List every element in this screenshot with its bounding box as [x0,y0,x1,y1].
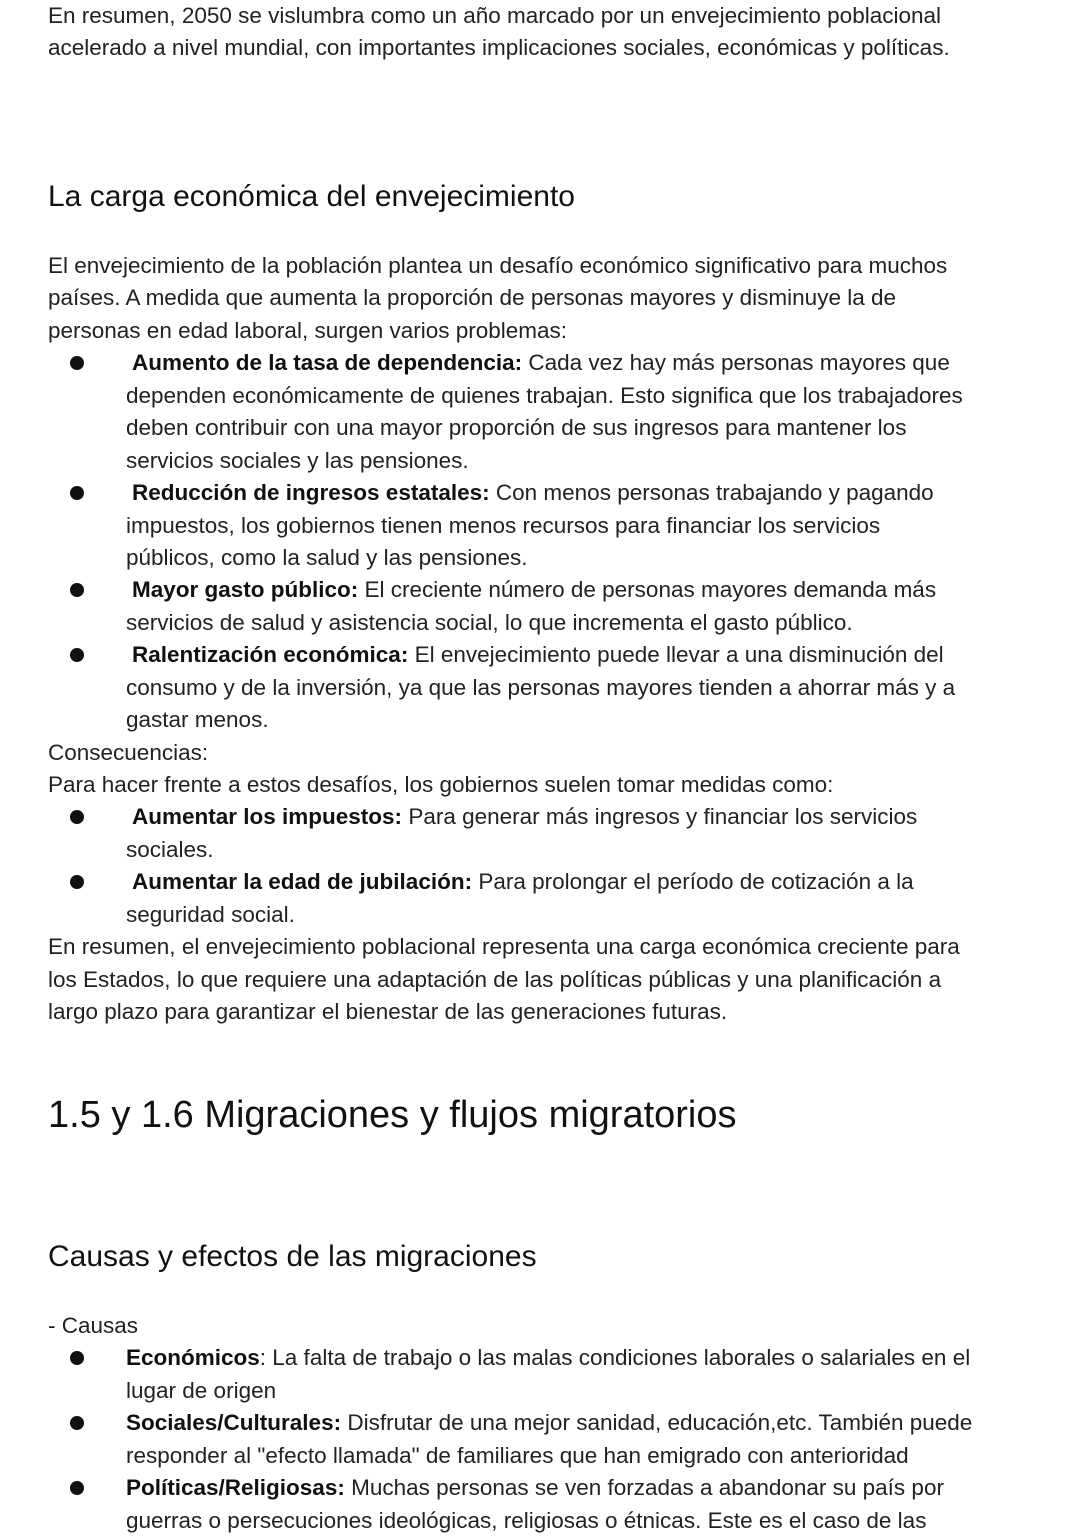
carga-body [48,250,1048,1029]
bullet-icon [70,486,84,500]
text-line: Para hacer frente a estos desafíos, los gobiernos suelen tomar medidas como: [48,772,834,797]
bullet-icon [70,1416,84,1430]
text-line: gastar menos. [126,707,269,733]
chapter-heading-migraciones: 1.5 y 1.6 Migraciones y flujos migratorios [48,1094,737,1136]
term: Aumentar los impuestos: [132,804,403,830]
intro-paragraph [48,0,1048,65]
text: Para generar más ingresos y financiar los servicios [408,804,918,830]
list-item [48,1342,1048,1407]
term: Reducción de ingresos estatales: [132,480,490,506]
text-line: consumo y de la inversión, ya que las personas mayores tienden a ahorrar más y a [126,674,956,700]
text: : La falta de trabajo o las malas condiciones laborales o salariales en el [259,1345,971,1371]
text-line: seguridad social. [126,901,295,927]
text-line: personas en edad laboral, surgen varios problemas: [48,317,568,343]
term: Políticas/Religiosas: [126,1475,345,1501]
text: Para prolongar el período de cotización a la [478,869,914,895]
term: Sociales/Culturales: [126,1410,342,1436]
text: El envejecimiento puede llevar a una disminución del [414,642,944,668]
text: Con menos personas trabajando y pagando [495,480,934,506]
text: Cada vez hay más personas mayores que [528,350,950,376]
text-line: países. A medida que aumenta la proporción de personas mayores y disminuye la de [48,285,897,311]
section-heading-causas-efectos: Causas y efectos de las migraciones [48,1240,537,1273]
section-heading-carga: La carga económica del envejecimiento [48,180,575,213]
list-item [48,866,1048,931]
text-line: guerras o persecuciones ideológicas, religiosas o étnicas. Este es el caso de las [126,1507,927,1533]
text-line: responder al "efecto llamada" de familiares que han emigrado con anterioridad [126,1442,909,1468]
list-item [48,347,1048,477]
bullet-icon [70,875,84,889]
list-item [48,574,1048,639]
bullet-icon [70,648,84,662]
text-line: servicios de salud y asistencia social, lo que incrementa el gasto público. [126,609,853,635]
list-item [48,1407,1048,1472]
text-line: En resumen, el envejecimiento poblacional representa una carga económica creciente para [48,934,960,960]
bullet-icon [70,1481,84,1495]
text: Disfrutar de una mejor sanidad, educación,etc. También puede [341,1410,973,1436]
text-line: impuestos, los gobiernos tienen menos recursos para financiar los servicios [126,512,881,538]
text-line: sociales. [126,836,214,862]
causes-label: - Causas [48,1313,139,1338]
text-line: dependen económicamente de quienes trabajan. Esto significa que los trabajadores [126,382,963,408]
bullet-icon [70,1351,84,1365]
list-item [48,639,1048,736]
text-line: En resumen, 2050 se vislumbra como un año marcado por un envejecimiento poblacional [48,3,942,28]
term: Mayor gasto público: [132,577,359,603]
text-line: servicios sociales y las pensiones. [126,447,469,473]
term: Ralentización económica: [132,642,409,668]
term: Aumento de la tasa de dependencia: [132,350,523,376]
text: Muchas personas se ven forzadas a abandonar su país por [344,1475,944,1501]
text-line: El envejecimiento de la población plantea un desafío económico significativo para muchos [48,253,948,278]
text-line: los Estados, lo que requiere una adaptación de las políticas públicas y una planificación a [48,966,942,992]
list-item [48,801,1048,866]
text: El creciente número de personas mayores demanda más [364,577,937,603]
consequences-label: Consecuencias: [48,739,209,765]
bullet-icon [70,583,84,597]
text-line: deben contribuir con una mayor proporción de sus ingresos para mantener los [126,415,907,441]
bullet-icon [70,810,84,824]
term: Aumentar la edad de jubilación: [132,869,473,895]
term: Económicos [126,1345,260,1371]
causes-body [48,1310,1048,1537]
list-item [48,477,1048,574]
text-line: lugar de origen [126,1377,277,1403]
text-line: largo plazo para garantizar el bienestar de las generaciones futuras. [48,999,728,1025]
text-line: públicos, como la salud y las pensiones. [126,544,528,570]
text-line: acelerado a nivel mundial, con importantes implicaciones sociales, económicas y políticas. [48,35,950,61]
bullet-icon [70,356,84,370]
list-item [48,1472,1048,1537]
